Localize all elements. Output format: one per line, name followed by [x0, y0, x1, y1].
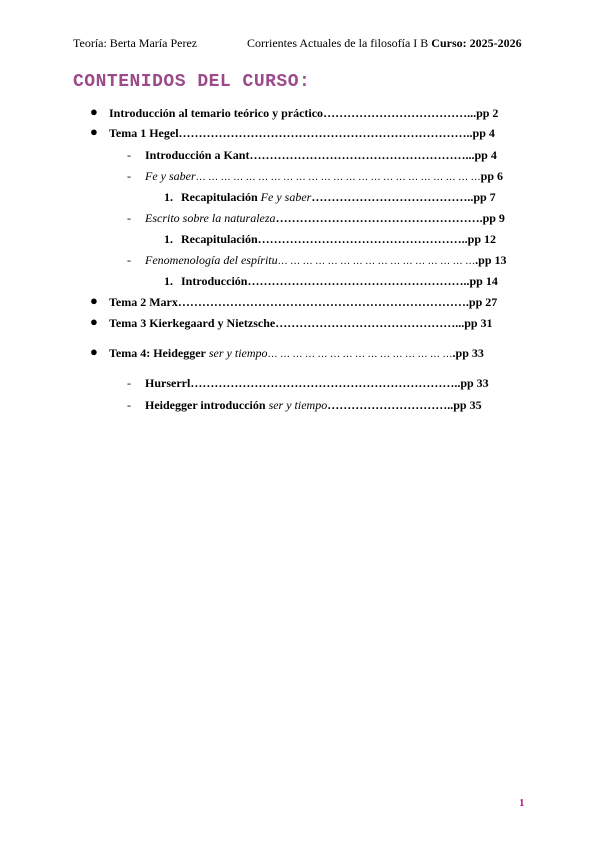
- toc-entry-text: Introducción a Kant: [145, 148, 250, 162]
- toc-entry-text: Fe y saber: [145, 169, 196, 183]
- toc-entry-fe-y-saber: [145, 169, 503, 184]
- toc-page: ..pp 4: [468, 148, 497, 162]
- toc-entry-text: Introducción: [181, 274, 248, 288]
- toc-entry-intro: [109, 106, 498, 121]
- toc-leader-dots: … … … … … … … … … … … … … … … … … … … … … … …: [195, 172, 481, 183]
- toc-page: .pp 4: [469, 126, 495, 140]
- toc-entry-italic: ser y tiempo: [208, 346, 268, 360]
- toc-page: .pp 7: [470, 190, 496, 204]
- toc-number: 1.: [164, 190, 173, 204]
- toc-page: .pp 14: [466, 274, 498, 288]
- toc-page: ...pp 31: [455, 316, 493, 330]
- toc-page: ..pp 33: [454, 376, 489, 390]
- toc-entry-hegel: [109, 126, 495, 141]
- bullet-icon: ●: [90, 314, 98, 329]
- toc-entry-marx: [109, 295, 497, 310]
- toc-entry-text: Recapitulación: [181, 232, 258, 246]
- header-year: 2025-2026: [469, 36, 522, 50]
- toc-entry-text: Tema 4: Heidegger: [109, 346, 206, 360]
- toc-leader-dots: ……………………………….: [323, 106, 471, 120]
- toc-entry-naturaleza: [145, 211, 505, 226]
- toc-entry-heidegger: [109, 346, 484, 361]
- page-number: 1: [519, 797, 525, 809]
- toc-entry-text: Tema 1 Hegel: [109, 126, 179, 140]
- toc-entry-introduccion: [181, 274, 498, 289]
- toc-page: .pp 33: [452, 346, 484, 360]
- bullet-icon: ●: [90, 104, 98, 119]
- toc-leader-dots: ………………………………………………………………: [177, 295, 466, 309]
- toc-entry-text: Introducción al temario teórico y práctico: [109, 106, 324, 120]
- toc-entry-text: Hurserrl: [145, 376, 191, 390]
- header-course-name: Corrientes Actuales de la filosofía I B: [247, 36, 429, 50]
- bullet-icon: ●: [90, 344, 98, 359]
- toc-entry-recap: [181, 232, 496, 247]
- toc-leader-dots: …………………………: [327, 398, 448, 412]
- toc-entry-italic: Fe y saber: [260, 190, 312, 204]
- dash-icon: -: [127, 376, 131, 390]
- bullet-icon: ●: [90, 293, 98, 308]
- toc-entry-kierkegaard: [109, 316, 493, 331]
- toc-leader-dots: ………………………………………: [275, 316, 456, 330]
- toc-page: ..pp 2: [470, 106, 499, 120]
- toc-entry-italic: ser y tiempo: [268, 398, 328, 412]
- dash-icon: -: [127, 253, 131, 267]
- header-year-label: Curso:: [431, 36, 467, 50]
- toc-page: pp 6: [480, 169, 504, 183]
- page-title: CONTENIDOS DEL CURSO:: [73, 72, 311, 92]
- toc-entry-heidegger-intro: [145, 398, 482, 413]
- toc-entry-recap-fe: [181, 190, 496, 205]
- toc-leader-dots: … … … … … … … … … … … … … … … …: [277, 256, 476, 267]
- dash-icon: -: [127, 169, 131, 183]
- toc-leader-dots: … … … … … … … … … … … … … … …: [267, 349, 453, 360]
- dash-icon: -: [127, 398, 131, 412]
- toc-entry-text: Tema 3 Kierkegaard y Nietzsche: [109, 316, 276, 330]
- header-course: [247, 36, 522, 51]
- bullet-icon: ●: [90, 124, 98, 139]
- toc-leader-dots: ……………………………………………………………….: [178, 126, 470, 140]
- toc-number: 1.: [164, 232, 173, 246]
- toc-leader-dots: …………………………………………….: [257, 232, 465, 246]
- page-header: [73, 36, 528, 52]
- header-author: Teoría: Berta María Perez: [73, 36, 198, 50]
- toc-leader-dots: ……………………………………………….: [247, 274, 467, 288]
- toc-number: 1.: [164, 274, 173, 288]
- toc-entry-hurserrl: [145, 376, 489, 391]
- toc-page: ..pp 35: [447, 398, 482, 412]
- toc-entry-text: Recapitulación: [181, 190, 258, 204]
- toc-page: .pp 12: [464, 232, 497, 246]
- dash-icon: -: [127, 148, 131, 162]
- toc-entry-kant: [145, 148, 497, 163]
- toc-page: .pp 27: [465, 295, 498, 309]
- toc-leader-dots: ……………………………………………: [275, 211, 480, 225]
- toc-entry-text: Heidegger introducción: [145, 398, 266, 412]
- toc-leader-dots: ……………………………………………….: [249, 148, 469, 162]
- toc-entry-text: Tema 2 Marx: [109, 295, 178, 309]
- toc-leader-dots: ………………………………….: [311, 190, 471, 204]
- toc-entry-text: Fenomenología del espíritu: [145, 253, 278, 267]
- toc-entry-fenomenologia: [145, 253, 507, 268]
- toc-page: .pp 13: [475, 253, 507, 267]
- toc-page: .pp 9: [479, 211, 505, 225]
- toc-entry-text: Escrito sobre la naturaleza: [145, 211, 276, 225]
- toc-leader-dots: …………………………………………………………: [190, 376, 455, 390]
- dash-icon: -: [127, 211, 131, 225]
